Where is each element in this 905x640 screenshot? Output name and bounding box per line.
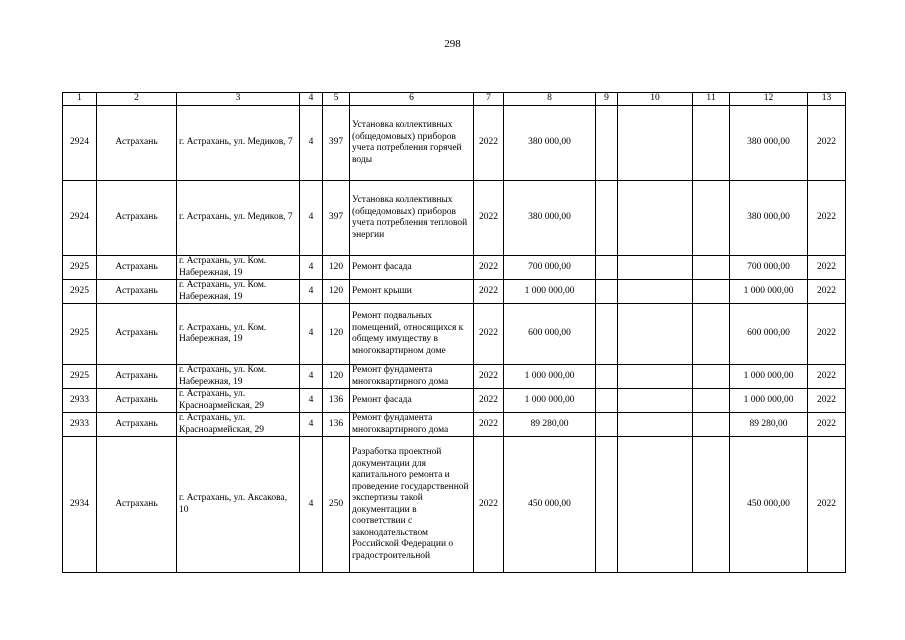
work-type-cell: Ремонт фундамента многоквартирного дома	[350, 413, 474, 437]
cell-col9	[596, 106, 618, 181]
cell-col9	[596, 181, 618, 256]
cell-col10	[618, 304, 693, 365]
completion-year-cell: 2022	[808, 365, 846, 389]
table-row	[63, 437, 846, 573]
table-row	[63, 365, 846, 389]
completion-year-cell: 2022	[808, 413, 846, 437]
table-row	[63, 389, 846, 413]
work-type-cell: Ремонт подвальных помещений, относящихся к общему имуществу в многоквартирном доме	[350, 304, 474, 365]
cell-col10	[618, 413, 693, 437]
total-cell: 380 000,00	[730, 106, 808, 181]
house-id-cell: 2924	[63, 181, 97, 256]
column-number-row	[63, 93, 846, 106]
cell-col5: 136	[323, 389, 350, 413]
cell-col11	[693, 181, 730, 256]
cell-col10	[618, 106, 693, 181]
total-cell: 450 000,00	[730, 437, 808, 573]
cell-col9	[596, 413, 618, 437]
column-header: 2	[97, 93, 177, 106]
table-row	[63, 106, 846, 181]
cell-col11	[693, 256, 730, 280]
work-type-cell: Разработка проектной документации для капитального ремонта и проведение государственной экспертизы такой документации в соответствии с законодательством Российской Федерации о градостроительной	[350, 437, 474, 573]
page-number: 298	[444, 38, 461, 50]
table-row	[63, 256, 846, 280]
cell-col4: 4	[300, 413, 323, 437]
column-header: 10	[618, 93, 693, 106]
cell-col4: 4	[300, 181, 323, 256]
address-cell: г. Астрахань, ул. Ком. Набережная, 19	[177, 256, 300, 280]
column-header: 13	[808, 93, 846, 106]
total-cell: 600 000,00	[730, 304, 808, 365]
house-id-cell: 2934	[63, 437, 97, 573]
cell-col4: 4	[300, 365, 323, 389]
address-cell: г. Астрахань, ул. Медиков, 7	[177, 181, 300, 256]
work-type-cell: Ремонт фасада	[350, 389, 474, 413]
cell-col5: 120	[323, 304, 350, 365]
cell-col5: 397	[323, 181, 350, 256]
address-cell: г. Астрахань, ул. Красноармейская, 29	[177, 413, 300, 437]
column-header: 6	[350, 93, 474, 106]
cell-col10	[618, 437, 693, 573]
column-header: 12	[730, 93, 808, 106]
cell-col11	[693, 365, 730, 389]
column-header: 9	[596, 93, 618, 106]
work-type-cell: Установка коллективных (общедомовых) приборов учета потребления горячей воды	[350, 106, 474, 181]
municipality-cell: Астрахань	[97, 181, 177, 256]
total-cell: 380 000,00	[730, 181, 808, 256]
cell-col10	[618, 256, 693, 280]
cell-col4: 4	[300, 256, 323, 280]
municipality-cell: Астрахань	[97, 437, 177, 573]
cell-col5: 120	[323, 365, 350, 389]
table-row	[63, 413, 846, 437]
cell-col4: 4	[300, 280, 323, 304]
completion-year-cell: 2022	[808, 389, 846, 413]
address-cell: г. Астрахань, ул. Ком. Набережная, 19	[177, 365, 300, 389]
column-header: 7	[474, 93, 504, 106]
cost-cell: 1 000 000,00	[504, 280, 596, 304]
address-cell: г. Астрахань, ул. Красноармейская, 29	[177, 389, 300, 413]
year-cell: 2022	[474, 304, 504, 365]
cost-cell: 1 000 000,00	[504, 389, 596, 413]
cell-col4: 4	[300, 106, 323, 181]
house-id-cell: 2933	[63, 389, 97, 413]
cell-col9	[596, 437, 618, 573]
year-cell: 2022	[474, 389, 504, 413]
program-table	[62, 92, 846, 573]
total-cell: 700 000,00	[730, 256, 808, 280]
municipality-cell: Астрахань	[97, 413, 177, 437]
house-id-cell: 2924	[63, 106, 97, 181]
cell-col9	[596, 304, 618, 365]
total-cell: 1 000 000,00	[730, 389, 808, 413]
column-header: 5	[323, 93, 350, 106]
municipality-cell: Астрахань	[97, 256, 177, 280]
cell-col4: 4	[300, 389, 323, 413]
cell-col9	[596, 365, 618, 389]
year-cell: 2022	[474, 413, 504, 437]
column-header: 11	[693, 93, 730, 106]
cell-col5: 250	[323, 437, 350, 573]
work-type-cell: Установка коллективных (общедомовых) приборов учета потребления тепловой энергии	[350, 181, 474, 256]
municipality-cell: Астрахань	[97, 389, 177, 413]
year-cell: 2022	[474, 437, 504, 573]
cell-col4: 4	[300, 304, 323, 365]
column-header: 3	[177, 93, 300, 106]
address-cell: г. Астрахань, ул. Аксакова, 10	[177, 437, 300, 573]
cell-col5: 120	[323, 256, 350, 280]
municipality-cell: Астрахань	[97, 365, 177, 389]
cell-col9	[596, 280, 618, 304]
house-id-cell: 2925	[63, 256, 97, 280]
cell-col5: 136	[323, 413, 350, 437]
cell-col11	[693, 280, 730, 304]
cell-col9	[596, 389, 618, 413]
house-id-cell: 2925	[63, 280, 97, 304]
table-row	[63, 181, 846, 256]
completion-year-cell: 2022	[808, 304, 846, 365]
cell-col9	[596, 256, 618, 280]
column-header: 1	[63, 93, 97, 106]
house-id-cell: 2925	[63, 365, 97, 389]
table-row	[63, 280, 846, 304]
work-type-cell: Ремонт фундамента многоквартирного дома	[350, 365, 474, 389]
cell-col11	[693, 106, 730, 181]
cell-col10	[618, 280, 693, 304]
table-row	[63, 304, 846, 365]
year-cell: 2022	[474, 256, 504, 280]
address-cell: г. Астрахань, ул. Медиков, 7	[177, 106, 300, 181]
work-type-cell: Ремонт крыши	[350, 280, 474, 304]
cell-col10	[618, 365, 693, 389]
cost-cell: 700 000,00	[504, 256, 596, 280]
column-header: 8	[504, 93, 596, 106]
house-id-cell: 2933	[63, 413, 97, 437]
cost-cell: 89 280,00	[504, 413, 596, 437]
completion-year-cell: 2022	[808, 280, 846, 304]
year-cell: 2022	[474, 181, 504, 256]
address-cell: г. Астрахань, ул. Ком. Набережная, 19	[177, 304, 300, 365]
cell-col5: 397	[323, 106, 350, 181]
total-cell: 89 280,00	[730, 413, 808, 437]
cell-col5: 120	[323, 280, 350, 304]
cell-col4: 4	[300, 437, 323, 573]
completion-year-cell: 2022	[808, 106, 846, 181]
cost-cell: 380 000,00	[504, 106, 596, 181]
cost-cell: 450 000,00	[504, 437, 596, 573]
municipality-cell: Астрахань	[97, 280, 177, 304]
cost-cell: 1 000 000,00	[504, 365, 596, 389]
total-cell: 1 000 000,00	[730, 280, 808, 304]
column-header: 4	[300, 93, 323, 106]
cell-col11	[693, 413, 730, 437]
cell-col11	[693, 437, 730, 573]
cost-cell: 600 000,00	[504, 304, 596, 365]
address-cell: г. Астрахань, ул. Ком. Набережная, 19	[177, 280, 300, 304]
work-type-cell: Ремонт фасада	[350, 256, 474, 280]
house-id-cell: 2925	[63, 304, 97, 365]
total-cell: 1 000 000,00	[730, 365, 808, 389]
municipality-cell: Астрахань	[97, 304, 177, 365]
year-cell: 2022	[474, 106, 504, 181]
cost-cell: 380 000,00	[504, 181, 596, 256]
cell-col11	[693, 389, 730, 413]
year-cell: 2022	[474, 365, 504, 389]
cell-col10	[618, 181, 693, 256]
cell-col11	[693, 304, 730, 365]
municipality-cell: Астрахань	[97, 106, 177, 181]
completion-year-cell: 2022	[808, 181, 846, 256]
year-cell: 2022	[474, 280, 504, 304]
completion-year-cell: 2022	[808, 256, 846, 280]
completion-year-cell: 2022	[808, 437, 846, 573]
cell-col10	[618, 389, 693, 413]
